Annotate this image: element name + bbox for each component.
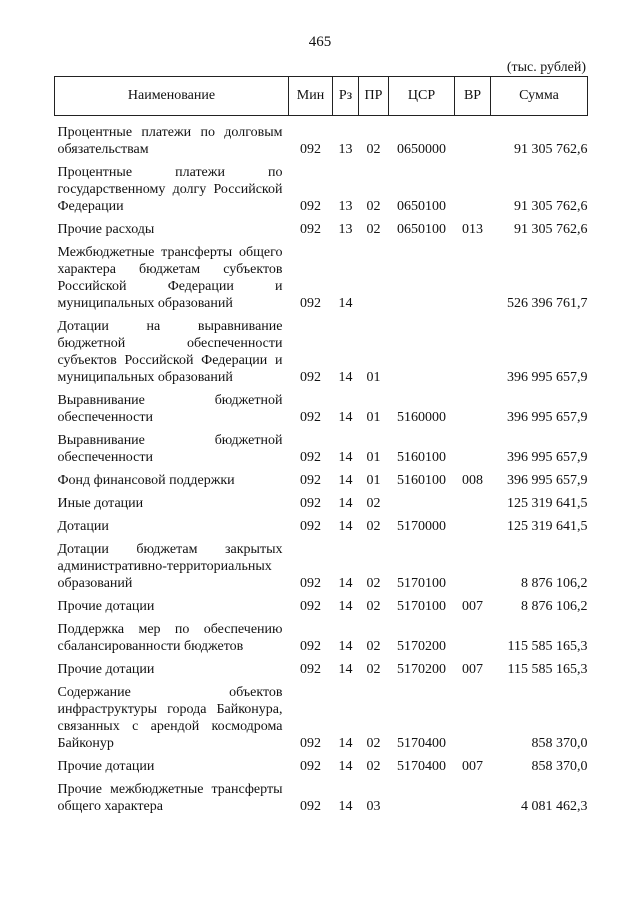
- cell-min: 092: [300, 199, 321, 214]
- cell-rz: 14: [338, 576, 353, 591]
- cell-pr: 02: [366, 199, 381, 214]
- cell-rz: 14: [338, 296, 353, 311]
- table-header-row: [55, 77, 588, 116]
- page-number: 465: [308, 34, 332, 50]
- cell-pr: 02: [366, 662, 381, 677]
- table-row: [55, 432, 588, 472]
- cell-csr: 5170400: [397, 736, 446, 751]
- cell-name: Прочие межбюджетные трансферты общего характера: [57, 782, 283, 814]
- cell-vr: [455, 495, 491, 518]
- cell-sum: 91 305 762,6: [514, 199, 588, 214]
- cell-pr: 02: [366, 222, 381, 237]
- cell-rz: 14: [338, 799, 353, 814]
- table-row: [55, 318, 588, 392]
- cell-pr: 02: [366, 519, 381, 534]
- table-row: [55, 781, 588, 821]
- cell-vr: [455, 244, 491, 318]
- cell-vr: [455, 518, 491, 541]
- cell-vr: 008: [462, 473, 483, 488]
- cell-pr: 02: [366, 496, 381, 511]
- cell-vr: [455, 318, 491, 392]
- cell-name: Прочие дотации: [57, 759, 155, 774]
- cell-sum: 396 995 657,9: [507, 410, 588, 425]
- cell-pr: 02: [366, 576, 381, 591]
- cell-min: 092: [300, 736, 321, 751]
- cell-csr: 5170200: [397, 662, 446, 677]
- cell-min: 092: [300, 370, 321, 385]
- cell-min: 092: [300, 142, 321, 157]
- header-csr: ЦСР: [389, 77, 455, 116]
- cell-csr: [389, 244, 455, 318]
- cell-csr: [389, 318, 455, 392]
- table-row: [55, 684, 588, 758]
- header-sum: Сумма: [491, 77, 588, 116]
- cell-min: 092: [300, 410, 321, 425]
- cell-rz: 14: [338, 662, 353, 677]
- table-row: [55, 518, 588, 541]
- cell-sum: 91 305 762,6: [514, 222, 588, 237]
- cell-name: Процентные платежи по государственному долгу Российской Федерации: [57, 165, 283, 214]
- cell-min: 092: [300, 450, 321, 465]
- cell-vr: [455, 392, 491, 432]
- cell-rz: 14: [338, 736, 353, 751]
- cell-csr: 5170000: [397, 519, 446, 534]
- cell-csr: 0650100: [397, 222, 446, 237]
- table-row: [55, 472, 588, 495]
- cell-csr: 5160000: [397, 410, 446, 425]
- cell-csr: 0650100: [397, 199, 446, 214]
- cell-vr: [455, 621, 491, 661]
- table-row: [55, 392, 588, 432]
- cell-rz: 14: [338, 370, 353, 385]
- cell-rz: 14: [338, 410, 353, 425]
- cell-min: 092: [300, 496, 321, 511]
- header-name: Наименование: [55, 77, 289, 116]
- cell-min: 092: [300, 759, 321, 774]
- cell-rz: 13: [338, 142, 353, 157]
- cell-pr: 01: [366, 410, 381, 425]
- cell-pr: 02: [366, 142, 381, 157]
- table-row: [55, 541, 588, 598]
- cell-sum: 858 370,0: [531, 736, 588, 751]
- cell-name: Выравнивание бюджетной обеспеченности: [57, 393, 283, 425]
- cell-min: 092: [300, 662, 321, 677]
- cell-name: Фонд финансовой поддержки: [57, 473, 235, 488]
- cell-min: 092: [300, 639, 321, 654]
- cell-rz: 13: [338, 199, 353, 214]
- cell-vr: [455, 432, 491, 472]
- cell-vr: [455, 164, 491, 221]
- budget-table: [54, 76, 588, 821]
- cell-csr: [389, 495, 455, 518]
- cell-rz: 14: [338, 639, 353, 654]
- cell-vr: [455, 541, 491, 598]
- cell-sum: 125 319 641,5: [507, 496, 588, 511]
- cell-csr: 5160100: [397, 473, 446, 488]
- cell-sum: 4 081 462,3: [521, 799, 588, 814]
- cell-csr: 5170100: [397, 576, 446, 591]
- cell-rz: 13: [338, 222, 353, 237]
- cell-pr: 03: [366, 799, 381, 814]
- header-rz: Рз: [333, 77, 359, 116]
- cell-sum: 526 396 761,7: [507, 296, 588, 311]
- cell-pr: 01: [366, 370, 381, 385]
- cell-name: Прочие расходы: [57, 222, 155, 237]
- cell-name: Процентные платежи по долговым обязательствам: [57, 125, 283, 157]
- header-min: Мин: [289, 77, 333, 116]
- cell-vr: 007: [462, 599, 483, 614]
- cell-vr: 007: [462, 759, 483, 774]
- cell-pr: 02: [366, 639, 381, 654]
- cell-sum: 125 319 641,5: [507, 519, 588, 534]
- cell-pr: 02: [366, 599, 381, 614]
- cell-pr: 01: [366, 450, 381, 465]
- cell-name: Межбюджетные трансферты общего характера бюджетам субъектов Российской Федерации и муниципальных образований: [57, 245, 283, 311]
- cell-sum: 115 585 165,3: [507, 639, 588, 654]
- table-body: [55, 116, 588, 822]
- cell-csr: 0650000: [397, 142, 446, 157]
- cell-min: 092: [300, 296, 321, 311]
- cell-pr: [359, 244, 389, 318]
- cell-min: 092: [300, 799, 321, 814]
- table-row: [55, 116, 588, 165]
- cell-sum: 8 876 106,2: [521, 576, 588, 591]
- cell-csr: 5160100: [397, 450, 446, 465]
- cell-rz: 14: [338, 599, 353, 614]
- cell-sum: 115 585 165,3: [507, 662, 588, 677]
- cell-name: Дотации на выравнивание бюджетной обеспеченности субъектов Российской Федерации и муниципальных образований: [57, 319, 283, 385]
- cell-vr: 013: [462, 222, 483, 237]
- cell-csr: 5170200: [397, 639, 446, 654]
- cell-name: Прочие дотации: [57, 599, 155, 614]
- cell-min: 092: [300, 222, 321, 237]
- table-row: [55, 661, 588, 684]
- cell-name: Выравнивание бюджетной обеспеченности: [57, 433, 283, 465]
- cell-vr: 007: [462, 662, 483, 677]
- cell-rz: 14: [338, 450, 353, 465]
- cell-vr: [455, 684, 491, 758]
- cell-min: 092: [300, 599, 321, 614]
- cell-pr: 02: [366, 759, 381, 774]
- cell-rz: 14: [338, 519, 353, 534]
- cell-sum: 858 370,0: [531, 759, 588, 774]
- cell-rz: 14: [338, 759, 353, 774]
- units-label: (тыс. рублей): [506, 60, 586, 75]
- cell-name: Поддержка мер по обеспечению сбалансированности бюджетов: [57, 622, 283, 654]
- cell-min: 092: [300, 519, 321, 534]
- table-row: [55, 164, 588, 221]
- cell-name: Дотации: [57, 519, 109, 534]
- table-row: [55, 221, 588, 244]
- cell-rz: 14: [338, 496, 353, 511]
- cell-sum: 396 995 657,9: [507, 473, 588, 488]
- cell-vr: [455, 116, 491, 165]
- cell-name: Содержание объектов инфраструктуры города Байконура, связанных с арендой космодрома Байконур: [57, 685, 283, 751]
- header-pr: ПР: [359, 77, 389, 116]
- cell-sum: 396 995 657,9: [507, 450, 588, 465]
- cell-sum: 8 876 106,2: [521, 599, 588, 614]
- cell-csr: 5170400: [397, 759, 446, 774]
- header-vr: ВР: [455, 77, 491, 116]
- cell-csr: [389, 781, 455, 821]
- cell-name: Прочие дотации: [57, 662, 155, 677]
- table-row: [55, 598, 588, 621]
- cell-pr: 01: [366, 473, 381, 488]
- cell-sum: 396 995 657,9: [507, 370, 588, 385]
- cell-min: 092: [300, 473, 321, 488]
- cell-sum: 91 305 762,6: [514, 142, 588, 157]
- cell-name: Иные дотации: [57, 496, 144, 511]
- cell-vr: [455, 781, 491, 821]
- cell-min: 092: [300, 576, 321, 591]
- cell-csr: 5170100: [397, 599, 446, 614]
- table-row: [55, 621, 588, 661]
- table-row: [55, 495, 588, 518]
- table-row: [55, 244, 588, 318]
- cell-name: Дотации бюджетам закрытых административно-территориальных образований: [57, 542, 283, 591]
- table-row: [55, 758, 588, 781]
- cell-pr: 02: [366, 736, 381, 751]
- cell-rz: 14: [338, 473, 353, 488]
